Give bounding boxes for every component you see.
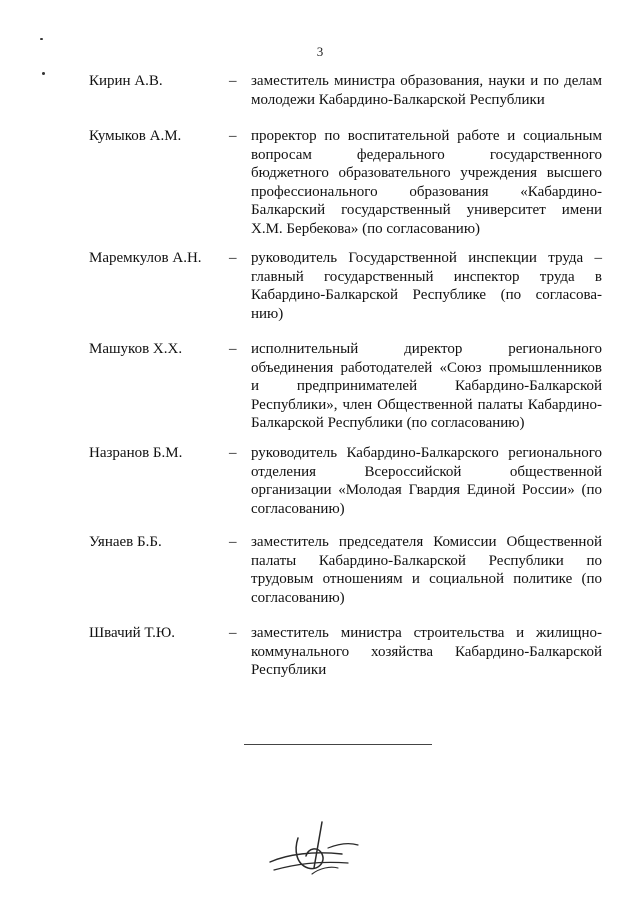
position-line: профессионального образования «Кабардино-: [251, 183, 602, 200]
member-position: [251, 72, 602, 109]
position-line: Республики: [251, 662, 327, 678]
scan-speck: [42, 72, 45, 75]
position-line: заместитель министра образования, науки и по делам: [251, 73, 602, 89]
member-name: Кирин А.В.: [89, 73, 163, 89]
signature-mark: [268, 818, 368, 885]
position-line: исполнительный директор регионального: [251, 341, 602, 357]
position-line: отделения Всероссийской общественной: [251, 463, 602, 480]
position-line: главный государственный инспектор труда в: [251, 268, 602, 285]
position-line: бюджетного образовательного учреждения высшего: [251, 165, 602, 181]
position-line: молодежи Кабардино-Балкарской Республики: [251, 91, 545, 108]
entry-dash: –: [229, 250, 237, 266]
entry-dash: –: [229, 445, 237, 461]
position-line: нию): [251, 305, 284, 322]
page-number: 3: [316, 44, 324, 59]
entry-dash: –: [229, 534, 237, 550]
scan-speck: [40, 38, 43, 40]
position-line: Балкарской Республики (по согласованию): [251, 415, 525, 431]
position-line: Республики», член Общественной палаты Кабардино-: [251, 396, 602, 413]
member-name: Машуков Х.Х.: [89, 341, 183, 357]
position-line: заместитель министра строительства и жилищно-: [251, 625, 602, 641]
position-line: вопросам федерального государственного: [251, 146, 602, 163]
member-name: Уянаев Б.Б.: [89, 534, 162, 550]
member-position: [251, 533, 602, 607]
entry-dash: –: [229, 625, 237, 641]
position-line: организации «Молодая Гвардия Единой России» (по: [251, 482, 602, 498]
member-name: Маремкулов А.Н.: [89, 250, 202, 266]
position-line: заместитель председателя Комиссии Общественной: [251, 534, 602, 550]
position-line: согласованию): [251, 500, 345, 517]
position-line: объединения работодателей «Союз промышленников: [251, 359, 602, 376]
member-name: Кумыков А.М.: [89, 128, 182, 144]
member-position: [251, 249, 602, 323]
position-line: и предпринимателей Кабардино-Балкарской: [251, 378, 602, 394]
position-line: согласованию): [251, 589, 345, 606]
member-name: Назранов Б.М.: [89, 445, 183, 461]
entry-dash: –: [229, 73, 237, 89]
entry-dash: –: [229, 128, 237, 144]
member-position: [251, 444, 602, 518]
closing-rule: [244, 744, 432, 745]
position-line: проректор по воспитательной работе и социальным: [251, 128, 602, 144]
position-line: Балкарский государственный университет имени: [251, 202, 602, 218]
position-line: коммунального хозяйства Кабардино-Балкарской: [251, 643, 602, 660]
position-line: Х.М. Бербекова» (по согласованию): [251, 220, 481, 237]
position-line: трудовым отношениям и социальной политике (по: [251, 571, 602, 587]
member-name: Швачий Т.Ю.: [89, 625, 176, 641]
position-line: палаты Кабардино-Балкарской Республики по: [251, 552, 602, 569]
position-line: Кабардино-Балкарской Республике (по согласова-: [251, 287, 602, 303]
entry-dash: –: [229, 341, 237, 357]
member-position: [251, 340, 602, 433]
position-line: руководитель Государственной инспекции труда –: [251, 250, 602, 266]
position-line: руководитель Кабардино-Балкарского регионального: [251, 445, 602, 461]
member-position: [251, 127, 602, 238]
member-position: [251, 624, 602, 680]
